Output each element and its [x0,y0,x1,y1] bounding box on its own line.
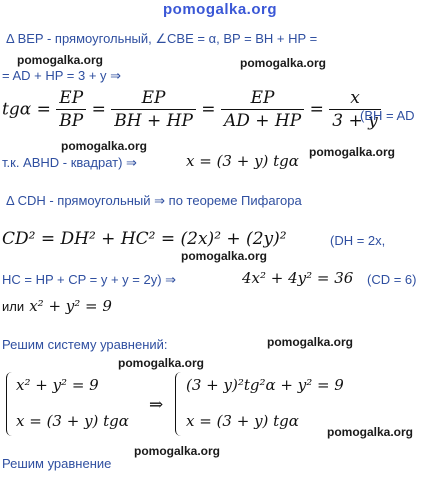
tg-lhs: tgα = [2,99,51,120]
line-4-formula: x = (3 + y) tgα [186,152,299,170]
line-5-text: CDH - прямоугольный ⇒ по теореме Пифагора [17,193,302,208]
implies-arrow: ⇒ [149,395,164,415]
line-1 [6,31,317,47]
line-9: Решим систему уравнений: [2,337,168,352]
watermark-3: pomogalka.org [61,139,148,153]
fraction-numerator: EP [56,88,86,110]
line-5 [6,193,302,209]
system-1-eq-2: x = (3 + y) tgα [16,412,129,430]
line-7: HC = HP + CP = y + y = 2y) ⇒ [2,272,177,287]
line-2: = AD + HP = 3 + y ⇒ [2,68,122,83]
fraction-numerator: x [329,88,380,110]
system-brace-right [175,372,184,436]
watermark-top: pomogalka.org [163,1,278,18]
watermark-1: pomogalka.org [17,53,104,67]
line-7-formula: 4x² + 4y² = 36 [242,269,354,287]
line-10: Решим уравнение [2,456,112,471]
fraction-numerator: EP [221,88,304,110]
watermark-6: pomogalka.org [267,335,354,349]
fraction-denominator: BP [59,111,84,131]
fraction-denominator: AD + HP [223,111,302,131]
line-7-note: (CD = 6) [367,272,417,287]
watermark-5: pomogalka.org [181,249,268,263]
system-2-eq-2: x = (3 + y) tgα [186,412,299,430]
fraction-ep-bh-hp [111,88,196,131]
system-brace-left [6,372,15,436]
fraction-numerator: EP [111,88,196,110]
line-1-text: BEP - прямоугольный, [17,31,152,46]
fraction-ep-bp [56,88,86,131]
line-8-prefix: или [2,299,25,314]
fraction-denominator: 3 + y [332,111,378,131]
tg-note: (BH = AD [360,108,415,123]
fraction-denominator: BH + HP [114,111,193,131]
watermark-9: pomogalka.org [134,444,221,458]
system-2-eq-1: (3 + y)²tg²α + y² = 9 [186,376,344,394]
watermark-8: pomogalka.org [327,425,414,439]
triangle-symbol: Δ [6,193,14,208]
line-8 [2,296,112,315]
line-6-formula: CD² = DH² + HC² = (2x)² + (2y)² [2,229,287,249]
triangle-symbol: Δ [6,31,14,46]
fraction-ep-ad-hp [221,88,304,131]
watermark-4: pomogalka.org [309,145,396,159]
line-8-formula: x² + y² = 9 [29,297,112,315]
line-1-rest: BP = BH + HP = [223,31,318,46]
watermark-2: pomogalka.org [240,56,327,70]
system-1-eq-1: x² + y² = 9 [16,376,99,394]
line-4: т.к. ABHD - квадрат) ⇒ [2,155,137,170]
line-6-note: (DH = 2x, [330,233,386,248]
watermark-7: pomogalka.org [118,356,205,370]
line-1-angle: ∠CBE = α, [155,31,220,46]
tg-equation: tgα = $\frac{EP}{BP}$ = $\frac{EP}{BH + HP}$ = $\frac{EP}{AD + HP}$ = $\frac{x}{3 + y}$ [2,88,381,131]
